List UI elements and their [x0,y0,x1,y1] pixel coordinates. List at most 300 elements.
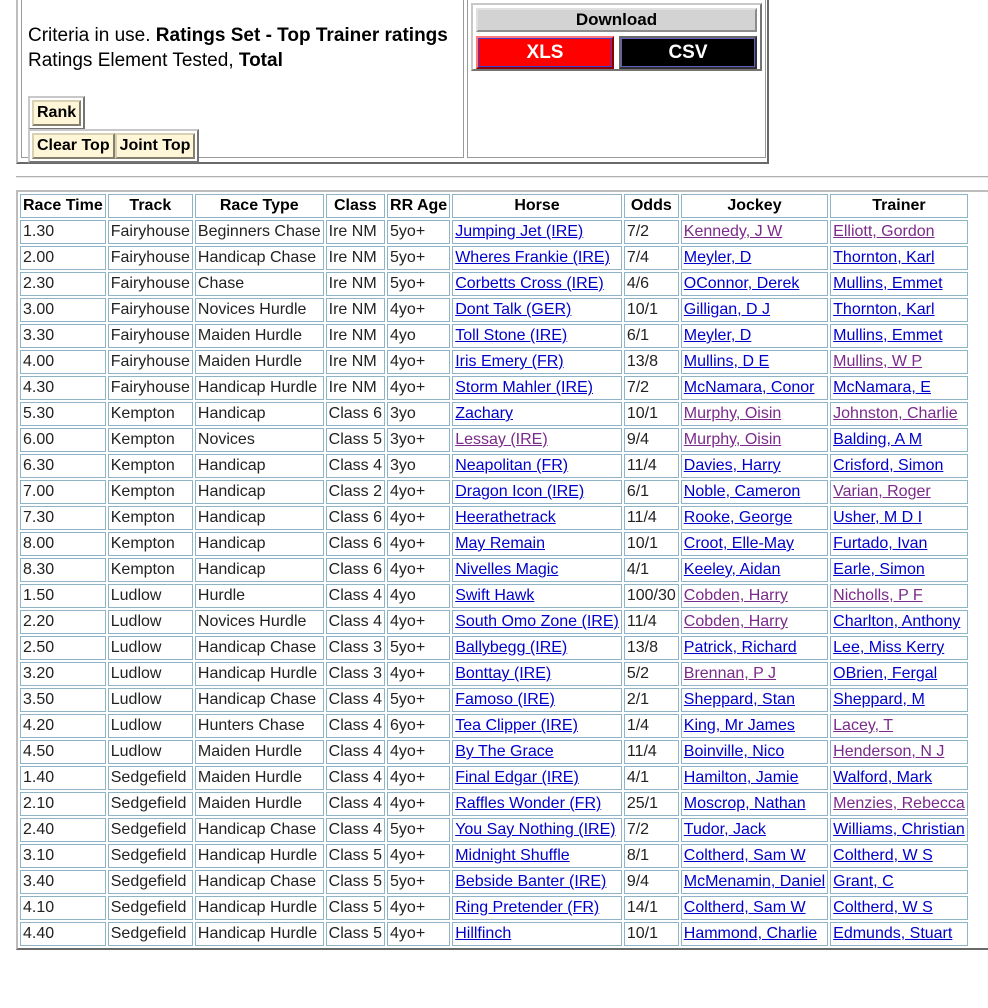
class-cell: Class 4 [326,818,385,842]
track-cell: Ludlow [108,610,193,634]
class-cell: Class 4 [326,454,385,478]
trainer-cell [830,766,968,790]
jockey-link[interactable]: OConnor, Derek [683,275,800,292]
jockey-cell [681,662,828,686]
trainer-cell [830,922,968,946]
table-row [20,896,968,920]
table-row [20,558,968,582]
jockey-link[interactable]: Murphy, Oisin [683,431,782,448]
race-time-cell: 2.50 [20,636,106,660]
race-type-cell: Handicap [195,506,324,530]
trainer-cell [830,532,968,556]
joint-top-button[interactable]: Joint Top [115,133,196,159]
rr-age-cell: 4yo+ [387,792,450,816]
jockey-link[interactable]: Brennan, P J [683,665,776,682]
jockey-link[interactable]: Gilligan, D J [683,301,771,318]
horse-link[interactable]: Bonttay (IRE) [455,665,552,682]
jockey-link[interactable]: Rooke, George [683,509,793,526]
jockey-cell [681,740,828,764]
trainer-cell [830,844,968,868]
horse-cell [452,324,622,348]
race-time-cell: 1.50 [20,584,106,608]
horse-link[interactable]: Storm Mahler (IRE) [455,379,593,396]
download-cell [467,0,766,158]
rr-age-cell: 5yo+ [387,246,450,270]
class-cell: Ire NM [326,324,385,348]
odds-cell: 7/4 [624,246,679,270]
element-value: Total [238,50,283,71]
trainer-cell [830,376,968,400]
horse-cell [452,558,622,582]
odds-cell: 7/2 [624,220,679,244]
trainer-cell [830,870,968,894]
trainer-link[interactable]: Crisford, Simon [833,457,944,474]
trainer-link[interactable]: Thornton, Karl [833,249,935,266]
jockey-cell [681,558,828,582]
rank-button[interactable]: Rank [32,100,81,126]
header-class: Class [326,194,385,218]
table-row [20,870,968,894]
race-type-cell: Handicap Chase [195,688,324,712]
trainer-link[interactable]: Elliott, Gordon [833,223,935,240]
table-row [20,714,968,738]
jockey-link[interactable]: Mullins, D E [683,353,770,370]
trainer-link[interactable]: Nicholls, P F [833,587,923,604]
odds-cell: 11/4 [624,610,679,634]
jockey-link[interactable]: McNamara, Conor [683,379,815,396]
rr-age-cell: 3yo [387,402,450,426]
horse-link[interactable]: Iris Emery (FR) [455,353,564,370]
horse-link[interactable]: By The Grace [455,743,554,760]
jockey-link[interactable]: Cobden, Harry [683,613,788,630]
table-row [20,272,968,296]
jockey-link[interactable]: Hamilton, Jamie [683,769,799,786]
table-row [20,844,968,868]
odds-cell: 6/1 [624,480,679,504]
rr-age-cell: 3yo [387,454,450,478]
class-cell: Class 4 [326,714,385,738]
odds-cell: 2/1 [624,688,679,712]
jockey-link[interactable]: King, Mr James [683,717,795,734]
trainer-cell [830,662,968,686]
horse-cell [452,870,622,894]
trainer-link[interactable]: Furtado, Ivan [833,535,928,552]
trainer-cell [830,740,968,764]
class-cell: Class 5 [326,922,385,946]
header-rr-age: RR Age [387,194,450,218]
horse-cell [452,272,622,296]
track-cell: Ludlow [108,584,193,608]
class-cell: Class 4 [326,740,385,764]
jockey-cell [681,896,828,920]
table-row [20,402,968,426]
horse-link[interactable]: Hillfinch [455,925,512,942]
race-type-cell: Handicap Chase [195,870,324,894]
trainer-link[interactable]: Lacey, T [833,717,894,734]
header-race-type: Race Type [195,194,324,218]
track-cell: Fairyhouse [108,298,193,322]
race-time-cell: 7.00 [20,480,106,504]
track-cell: Fairyhouse [108,220,193,244]
jockey-link[interactable]: Moscrop, Nathan [683,795,806,812]
jockey-cell [681,246,828,270]
trainer-cell [830,428,968,452]
horse-link[interactable]: Final Edgar (IRE) [455,769,579,786]
race-type-cell: Handicap [195,532,324,556]
race-time-cell: 4.20 [20,714,106,738]
track-cell: Fairyhouse [108,376,193,400]
race-type-cell: Maiden Hurdle [195,740,324,764]
horse-link[interactable]: Lessay (IRE) [455,431,548,448]
horse-cell [452,220,622,244]
odds-cell: 13/8 [624,636,679,660]
table-row [20,610,968,634]
download-title: Download [476,8,757,32]
odds-cell: 13/8 [624,350,679,374]
trainer-link[interactable]: Charlton, Anthony [833,613,961,630]
jockey-link[interactable]: Davies, Harry [683,457,781,474]
jockey-link[interactable]: Cobden, Harry [683,587,788,604]
horse-link[interactable]: Swift Hawk [455,587,535,604]
horse-link[interactable]: May Remain [455,535,546,552]
table-row [20,246,968,270]
trainer-link[interactable]: Menzies, Rebecca [833,795,965,812]
race-time-cell: 4.10 [20,896,106,920]
table-row [20,688,968,712]
jockey-cell [681,584,828,608]
track-cell: Ludlow [108,714,193,738]
horse-cell [452,454,622,478]
race-time-cell: 7.30 [20,506,106,530]
trainer-cell [830,454,968,478]
class-cell: Ire NM [326,376,385,400]
trainer-link[interactable]: Usher, M D I [833,509,923,526]
class-cell: Class 5 [326,844,385,868]
rr-age-cell: 4yo+ [387,844,450,868]
horse-link[interactable]: Tea Clipper (IRE) [455,717,578,734]
track-cell: Kempton [108,480,193,504]
jockey-cell [681,220,828,244]
horse-link[interactable]: Toll Stone (IRE) [455,327,568,344]
race-type-cell: Handicap Hurdle [195,896,324,920]
criteria-element [28,49,283,73]
jockey-link[interactable]: Noble, Cameron [683,483,801,500]
jockey-link[interactable]: Hammond, Charlie [683,925,818,942]
race-type-cell: Maiden Hurdle [195,792,324,816]
race-type-cell: Novices [195,428,324,452]
horse-cell [452,636,622,660]
jockey-cell [681,688,828,712]
track-cell: Sedgefield [108,766,193,790]
race-type-cell: Hurdle [195,584,324,608]
jockey-link[interactable]: McMenamin, Daniel [683,873,826,890]
trainer-link[interactable]: Balding, A M [833,431,923,448]
horse-cell [452,688,622,712]
race-type-cell: Handicap [195,402,324,426]
results-table [18,192,970,948]
jockey-link[interactable]: Meyler, D [683,327,752,344]
csv-download-button[interactable]: CSV [619,36,757,69]
race-time-cell: 6.00 [20,428,106,452]
trainer-cell [830,298,968,322]
horse-link[interactable]: Nivelles Magic [455,561,559,578]
trainer-cell [830,272,968,296]
jockey-cell [681,844,828,868]
trainer-cell [830,714,968,738]
track-cell: Ludlow [108,636,193,660]
class-cell: Class 4 [326,584,385,608]
horse-link[interactable]: Bebside Banter (IRE) [455,873,607,890]
odds-cell: 100/30 [624,584,679,608]
criteria-panel [16,0,769,164]
table-row [20,454,968,478]
rr-age-cell: 4yo+ [387,376,450,400]
class-cell: Class 4 [326,688,385,712]
horse-link[interactable]: Wheres Frankie (IRE) [455,249,610,266]
jockey-link[interactable]: Boinville, Nico [683,743,785,760]
trainer-link[interactable]: Varian, Roger [833,483,931,500]
track-cell: Fairyhouse [108,324,193,348]
track-cell: Kempton [108,454,193,478]
race-type-cell: Novices Hurdle [195,298,324,322]
horse-cell [452,766,622,790]
race-type-cell: Handicap Chase [195,818,324,842]
trainer-link[interactable]: Johnston, Charlie [833,405,958,422]
rr-age-cell: 4yo+ [387,558,450,582]
trainer-link[interactable]: Edmunds, Stuart [833,925,953,942]
class-cell: Class 4 [326,792,385,816]
race-time-cell: 5.30 [20,402,106,426]
race-type-cell: Novices Hurdle [195,610,324,634]
horse-link[interactable]: Dont Talk (GER) [455,301,572,318]
trainer-cell [830,350,968,374]
track-cell: Ludlow [108,740,193,764]
track-cell: Kempton [108,506,193,530]
trainer-link[interactable]: Mullins, Emmet [833,327,943,344]
trainer-link[interactable]: Walford, Mark [833,769,933,786]
trainer-cell [830,610,968,634]
horse-cell [452,922,622,946]
horse-cell [452,298,622,322]
xls-download-button[interactable]: XLS [476,36,614,69]
horse-link[interactable]: Dragon Icon (IRE) [455,483,585,500]
rr-age-cell: 4yo+ [387,740,450,764]
horse-link[interactable]: You Say Nothing (IRE) [455,821,616,838]
horse-link[interactable]: Neapolitan (FR) [455,457,569,474]
header-trainer: Trainer [830,194,968,218]
class-cell: Class 6 [326,532,385,556]
trainer-link[interactable]: Coltherd, W S [833,847,933,864]
trainer-link[interactable]: Coltherd, W S [833,899,933,916]
rr-age-cell: 5yo+ [387,272,450,296]
table-row [20,766,968,790]
track-cell: Sedgefield [108,844,193,868]
horse-link[interactable]: Ballybegg (IRE) [455,639,568,656]
jockey-link[interactable]: Keeley, Aidan [683,561,781,578]
odds-cell: 7/2 [624,818,679,842]
race-type-cell: Chase [195,272,324,296]
jockey-link[interactable]: Coltherd, Sam W [683,847,806,864]
trainer-link[interactable]: Henderson, N J [833,743,945,760]
trainer-link[interactable]: OBrien, Fergal [833,665,938,682]
header-horse: Horse [452,194,622,218]
horse-cell [452,350,622,374]
race-type-cell: Handicap Hurdle [195,376,324,400]
odds-cell: 10/1 [624,402,679,426]
odds-cell: 1/4 [624,714,679,738]
jockey-cell [681,454,828,478]
class-cell: Class 3 [326,662,385,686]
table-row [20,480,968,504]
horse-link[interactable]: South Omo Zone (IRE) [455,613,619,630]
table-row [20,818,968,842]
trainer-cell [830,636,968,660]
horse-link[interactable]: Midnight Shuffle [455,847,570,864]
trainer-link[interactable]: Sheppard, M [833,691,925,708]
table-row [20,662,968,686]
trainer-link[interactable]: McNamara, E [833,379,931,396]
horse-link[interactable]: Corbetts Cross (IRE) [455,275,604,292]
race-time-cell: 3.00 [20,298,106,322]
rr-age-cell: 4yo+ [387,922,450,946]
odds-cell: 25/1 [624,792,679,816]
race-time-cell: 3.50 [20,688,106,712]
header-odds: Odds [624,194,679,218]
odds-cell: 10/1 [624,532,679,556]
table-row [20,740,968,764]
jockey-cell [681,402,828,426]
rr-age-cell: 4yo [387,324,450,348]
odds-cell: 7/2 [624,376,679,400]
race-time-cell: 3.10 [20,844,106,868]
trainer-link[interactable]: Thornton, Karl [833,301,935,318]
horse-link[interactable]: Jumping Jet (IRE) [455,223,584,240]
horse-link[interactable]: Heerathetrack [455,509,556,526]
jockey-link[interactable]: Murphy, Oisin [683,405,782,422]
horse-cell [452,584,622,608]
jockey-link[interactable]: Tudor, Jack [683,821,766,838]
race-type-cell: Hunters Chase [195,714,324,738]
class-cell: Class 6 [326,506,385,530]
trainer-link[interactable]: Mullins, W P [833,353,923,370]
class-cell: Class 6 [326,558,385,582]
rr-age-cell: 5yo+ [387,688,450,712]
table-row [20,350,968,374]
race-time-cell: 4.30 [20,376,106,400]
table-row [20,298,968,322]
horse-cell [452,480,622,504]
horse-cell [452,740,622,764]
race-type-cell: Handicap [195,558,324,582]
trainer-link[interactable]: Lee, Miss Kerry [833,639,945,656]
top-button-group [28,129,199,163]
odds-cell: 11/4 [624,506,679,530]
race-time-cell: 1.40 [20,766,106,790]
horse-cell [452,246,622,270]
trainer-cell [830,246,968,270]
race-type-cell: Handicap Chase [195,246,324,270]
jockey-cell [681,818,828,842]
table-row [20,636,968,660]
element-label: Ratings Element Tested, [28,50,239,71]
race-type-cell: Beginners Chase [195,220,324,244]
results-table-container [16,190,988,950]
class-cell: Class 3 [326,636,385,660]
trainer-cell [830,584,968,608]
jockey-link[interactable]: Sheppard, Stan [683,691,795,708]
track-cell: Ludlow [108,662,193,686]
table-row [20,324,968,348]
trainer-link[interactable]: Williams, Christian [833,821,965,838]
horse-link[interactable]: Zachary [455,405,513,422]
class-cell: Ire NM [326,246,385,270]
trainer-link[interactable]: Mullins, Emmet [833,275,943,292]
rr-age-cell: 5yo+ [387,636,450,660]
jockey-link[interactable]: Meyler, D [683,249,752,266]
rr-age-cell: 4yo+ [387,610,450,634]
horse-cell [452,662,622,686]
rr-age-cell: 4yo+ [387,298,450,322]
class-cell: Ire NM [326,220,385,244]
jockey-cell [681,610,828,634]
jockey-link[interactable]: Coltherd, Sam W [683,899,806,916]
odds-cell: 4/6 [624,272,679,296]
horse-cell [452,714,622,738]
rr-age-cell: 4yo+ [387,532,450,556]
race-type-cell: Handicap Chase [195,636,324,660]
horse-link[interactable]: Raffles Wonder (FR) [455,795,602,812]
race-time-cell: 3.30 [20,324,106,348]
odds-cell: 14/1 [624,896,679,920]
race-time-cell: 8.00 [20,532,106,556]
race-type-cell: Maiden Hurdle [195,324,324,348]
class-cell: Class 2 [326,480,385,504]
trainer-cell [830,558,968,582]
table-row [20,922,968,946]
horse-cell [452,428,622,452]
trainer-link[interactable]: Grant, C [833,873,894,890]
jockey-cell [681,428,828,452]
track-cell: Sedgefield [108,896,193,920]
track-cell: Fairyhouse [108,350,193,374]
jockey-cell [681,532,828,556]
race-time-cell: 6.30 [20,454,106,478]
track-cell: Kempton [108,402,193,426]
jockey-link[interactable]: Patrick, Richard [683,639,797,656]
odds-cell: 5/2 [624,662,679,686]
jockey-link[interactable]: Kennedy, J W [683,223,783,240]
trainer-link[interactable]: Earle, Simon [833,561,925,578]
trainer-cell [830,324,968,348]
criteria-ratings-set [28,24,448,48]
race-time-cell: 2.10 [20,792,106,816]
track-cell: Sedgefield [108,870,193,894]
table-body [20,220,968,946]
rr-age-cell: 5yo+ [387,870,450,894]
track-cell: Fairyhouse [108,246,193,270]
horse-link[interactable]: Famoso (IRE) [455,691,555,708]
rr-age-cell: 4yo+ [387,766,450,790]
horse-cell [452,610,622,634]
table-row [20,506,968,530]
clear-top-button[interactable]: Clear Top [32,133,115,159]
trainer-cell [830,688,968,712]
trainer-cell [830,402,968,426]
class-cell: Ire NM [326,272,385,296]
jockey-link[interactable]: Croot, Elle-May [683,535,795,552]
horse-link[interactable]: Ring Pretender (FR) [455,899,600,916]
criteria-value: Ratings Set - Top Trainer ratings [155,25,448,46]
